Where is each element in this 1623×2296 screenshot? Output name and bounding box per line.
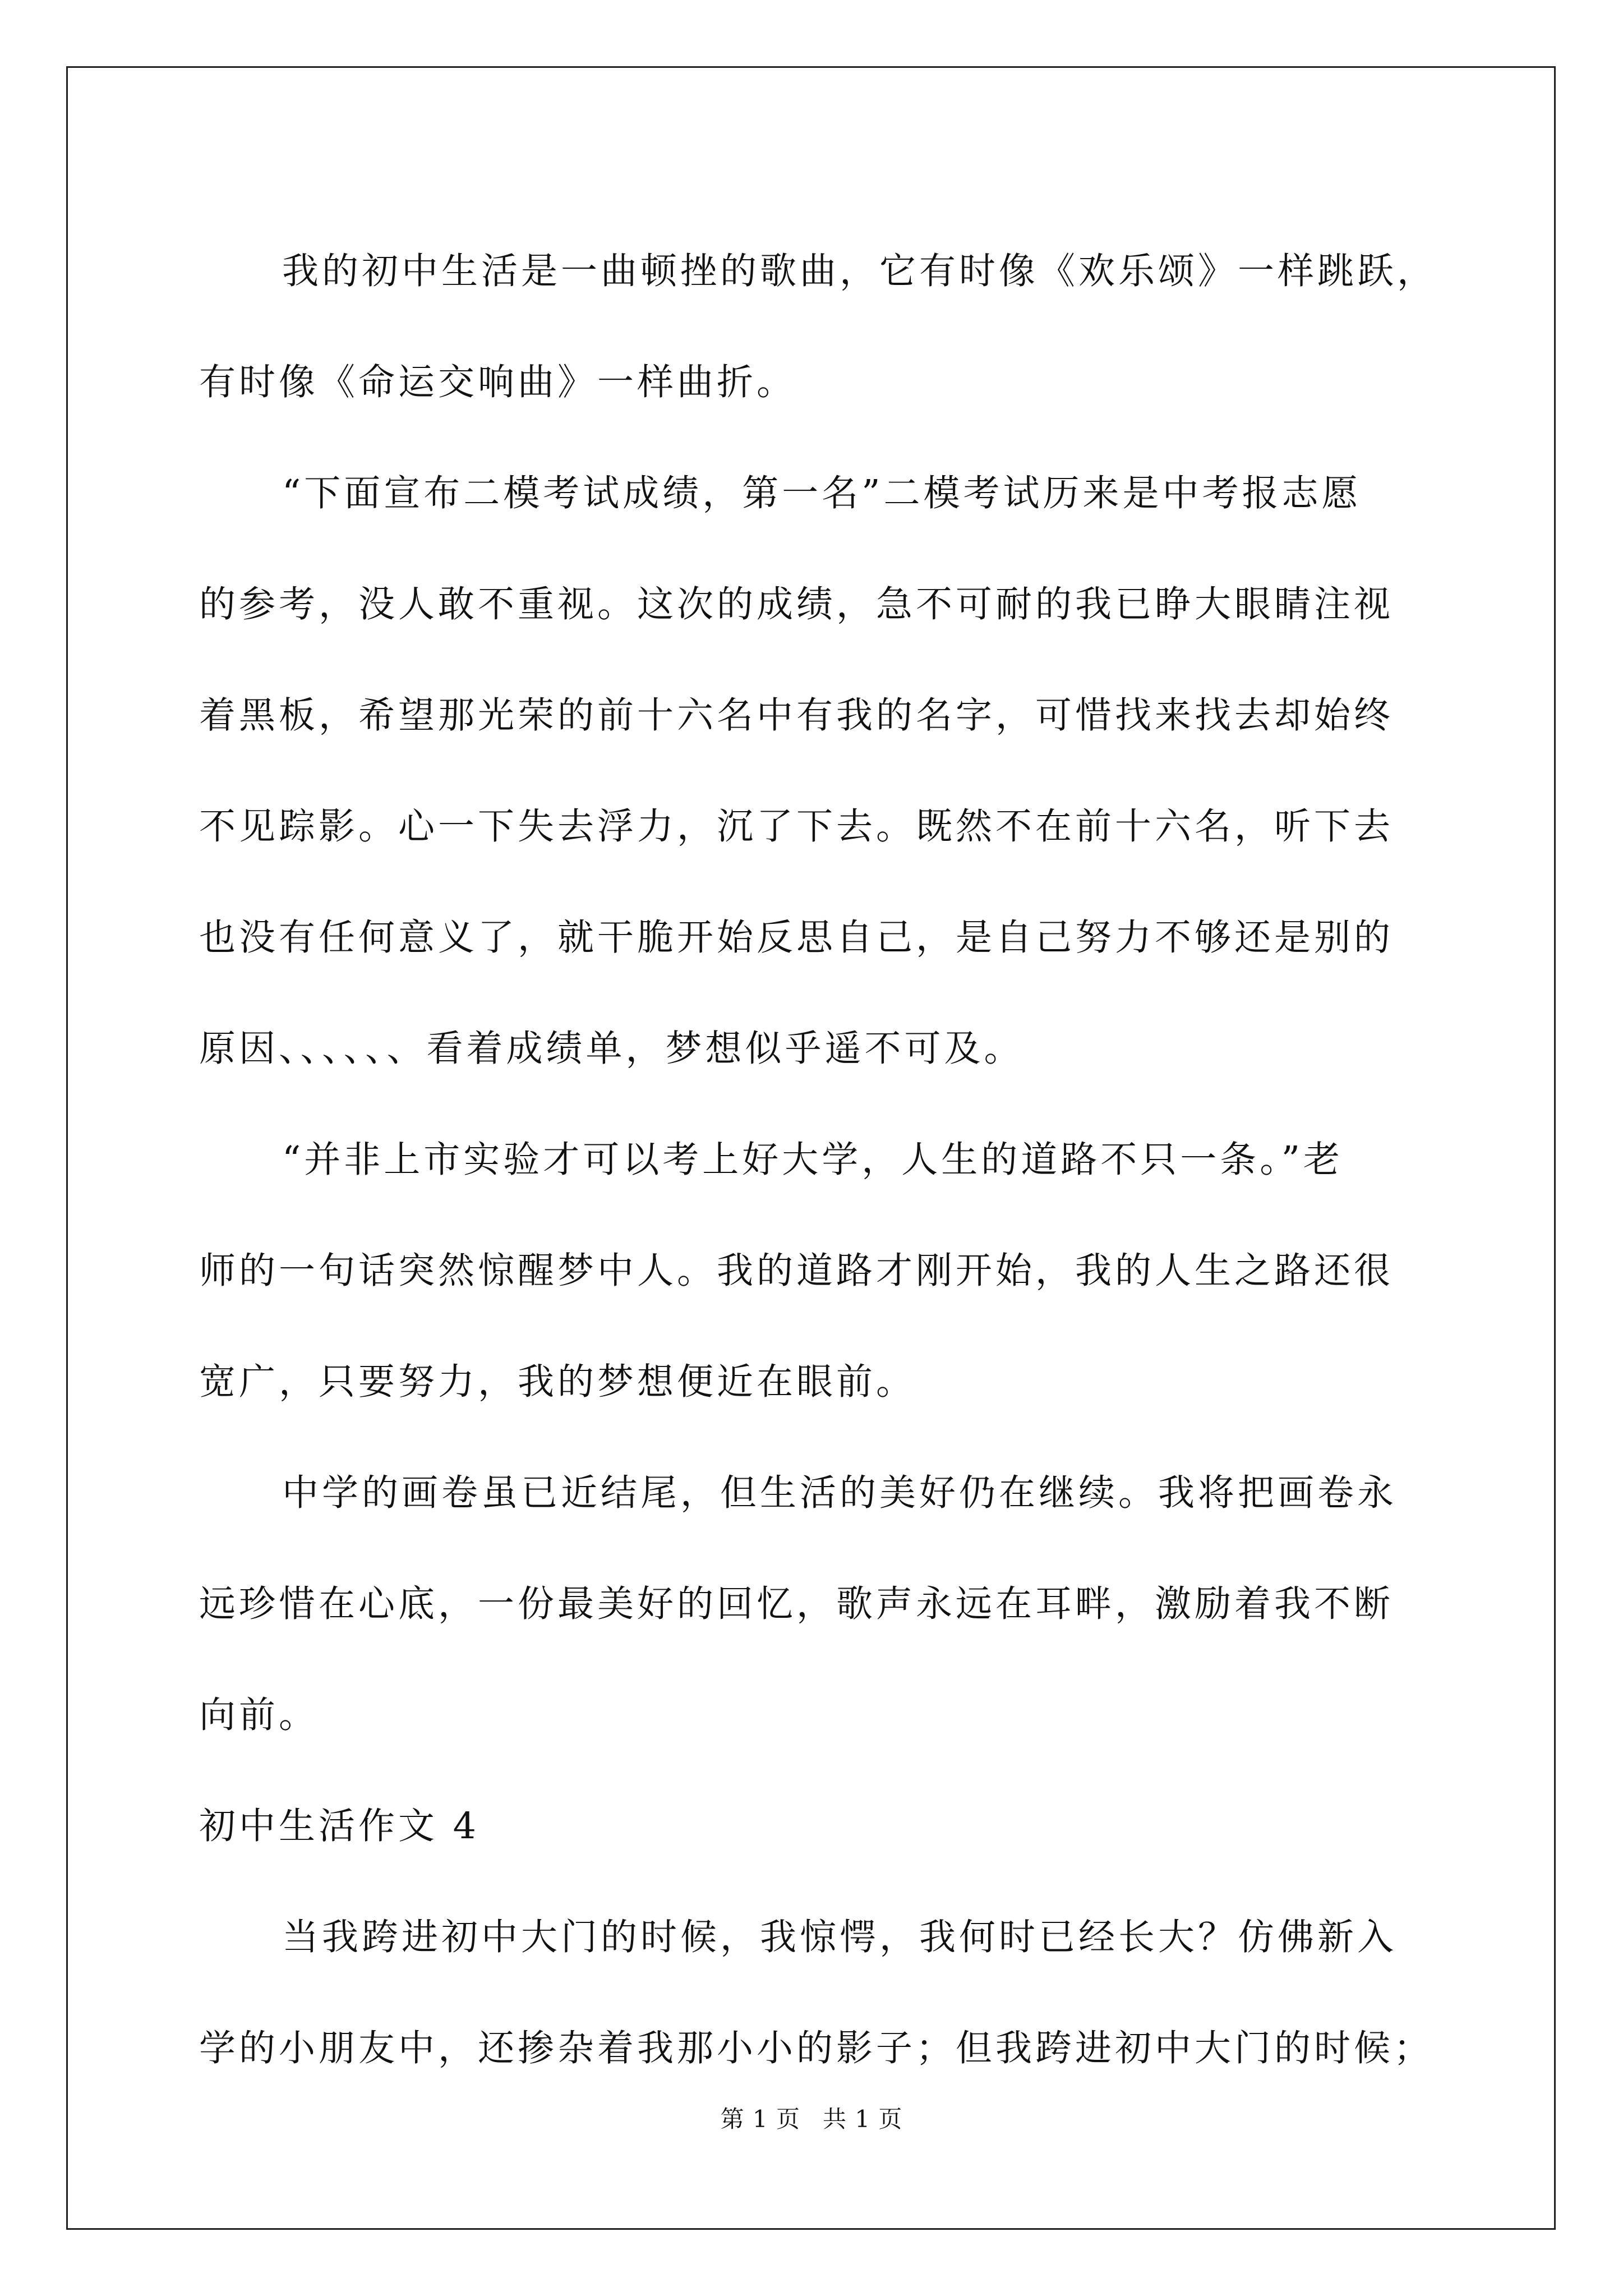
paragraph-line: 着黑板，希望那光荣的前十六名中有我的名字，可惜找来找去却始终 (199, 694, 1394, 737)
paragraph-line: “下面宣布二模考试成绩，第一名”二模考试历来是中考报志愿 (282, 472, 1362, 514)
paragraph-line: 原因、、、、、、看着成绩单，梦想似乎遥不可及。 (199, 1028, 1024, 1070)
paragraph-line: 的参考，没人敢不重视。这次的成绩，急不可耐的我已睁大眼睛注视 (199, 583, 1394, 625)
paragraph-line: 当我跨进初中大门的时候，我惊愕，我何时已经长大？仿佛新入 (282, 1916, 1398, 1958)
page-total: 共 1 页 (823, 2105, 903, 2133)
paragraph-line: 学的小朋友中，还掺杂着我那小小的影子；但我跨进初中大门的时候； (199, 2027, 1434, 2069)
paragraph-line: 师的一句话突然惊醒梦中人。我的道路才刚开始，我的人生之路还很 (199, 1250, 1394, 1292)
page-footer (0, 2101, 1623, 2134)
paragraph-line: 向前。 (199, 1694, 319, 1736)
section-heading: 初中生活作文 4 (199, 1805, 480, 1847)
paragraph-line: 我的初中生活是一曲顿挫的歌曲，它有时像《欢乐颂》一样跳跃， (282, 250, 1437, 292)
paragraph-line: “并非上市实验才可以考上好大学，人生的道路不只一条。”老 (282, 1139, 1343, 1181)
paragraph-line: 也没有任何意义了，就干脆开始反思自己，是自己努力不够还是别的 (199, 917, 1394, 959)
paragraph-line: 中学的画卷虽已近结尾，但生活的美好仍在继续。我将把画卷永 (282, 1472, 1398, 1514)
paragraph-line: 有时像《命运交响曲》一样曲折。 (199, 361, 797, 403)
document-body (199, 216, 1437, 2104)
paragraph-line: 宽广，只要努力，我的梦想便近在眼前。 (199, 1361, 916, 1403)
paragraph-line: 不见踪影。心一下失去浮力，沉了下去。既然不在前十六名，听下去 (199, 806, 1394, 848)
paragraph-line: 远珍惜在心底，一份最美好的回忆，歌声永远在耳畔，激励着我不断 (199, 1583, 1394, 1625)
page-number: 第 1 页 (720, 2105, 800, 2133)
